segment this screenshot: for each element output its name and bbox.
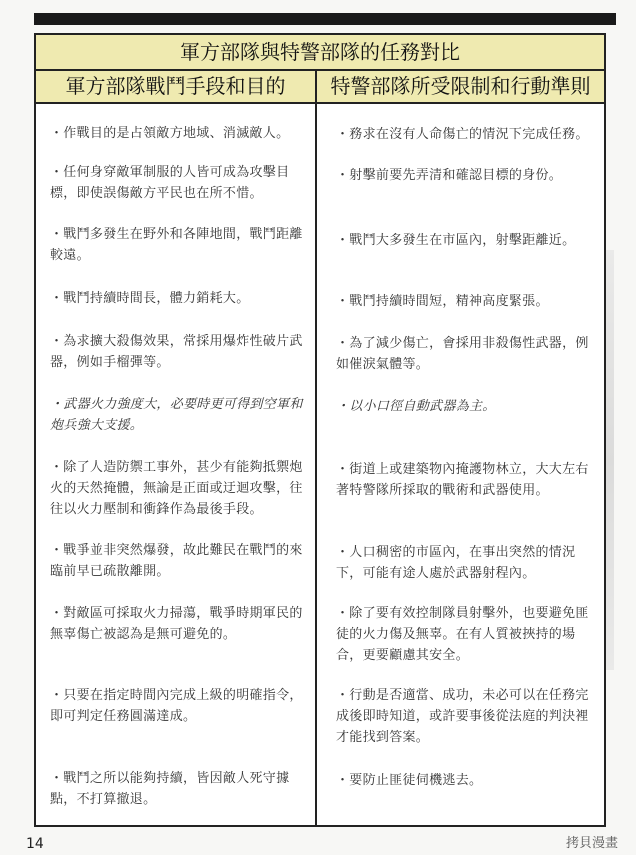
left-cell-11: ・戰鬥之所以能夠持續，皆因敵人死守據點，不打算撤退。 — [50, 771, 290, 807]
top-rule — [34, 13, 616, 25]
right-cell-6: ・以小口徑自動武器為主。 — [336, 399, 496, 414]
left-cell-3: ・戰鬥多發生在野外和各陣地間，戰鬥距離較遠。 — [50, 227, 303, 263]
right-cell-5: ・為了減少傷亡，會採用非殺傷性武器，例如催淚氣體等。 — [336, 336, 589, 372]
header-row — [36, 71, 604, 104]
right-cell-9: ・除了要有效控制隊員射擊外，也要避免匪徒的火力傷及無辜。在有人質被挾持的場合，更要顧慮其安全。 — [336, 606, 589, 663]
left-cell-10: ・只要在指定時間內完成上級的明確指令，即可判定任務圓滿達成。 — [50, 688, 303, 724]
left-cell-1: ・作戰目的是占領敵方地域、消滅敵人。 — [50, 126, 290, 141]
right-cell-10: ・行動是否適當、成功，未必可以在任務完成後即時知道，或許要事後從法庭的判決裡才能找到答案。 — [336, 688, 589, 745]
left-cell-5: ・為求擴大殺傷效果，常採用爆炸性破片武器，例如手榴彈等。 — [50, 334, 303, 370]
left-cell-2: ・任何身穿敵軍制服的人皆可成為攻擊目標，即使誤傷敵方平民也在所不惜。 — [50, 165, 290, 201]
header-right: 特警部隊所受限制和行動準則 — [330, 74, 591, 98]
watermark-text: 拷貝漫畫 — [566, 836, 619, 851]
left-cell-7: ・除了人造防禦工事外，甚少有能夠抵禦炮火的天然掩體，無論是正面或迂迴攻擊，往往以火力壓制和衝鋒作為最後手段。 — [50, 460, 303, 517]
right-cell-2: ・射擊前要先弄清和確認目標的身份。 — [336, 168, 563, 183]
table-title: 軍方部隊與特警部隊的任務對比 — [36, 35, 604, 71]
left-cell-4: ・戰鬥持續時間長，體力銷耗大。 — [50, 291, 250, 306]
right-cell-3: ・戰鬥大多發生在市區內，射擊距離近。 — [336, 233, 576, 248]
header-left: 軍方部隊戰鬥手段和目的 — [65, 74, 286, 98]
page-spine-shadow — [606, 250, 614, 670]
comparison-table — [34, 33, 606, 827]
right-cell-1: ・務求在沒有人命傷亡的情況下完成任務。 — [336, 127, 589, 142]
left-cell-6: ・武器火力強度大，必要時更可得到空軍和炮兵強大支援。 — [50, 397, 303, 433]
right-cell-7: ・街道上或建築物內掩護物林立，大大左右著特警隊所採取的戰術和武器使用。 — [336, 462, 589, 498]
column-divider — [315, 71, 317, 825]
left-cell-9: ・對敵區可採取火力掃蕩，戰爭時期軍民的無辜傷亡被認為是無可避免的。 — [50, 606, 303, 642]
right-cell-11: ・要防止匪徒伺機逃去。 — [336, 773, 483, 788]
right-cell-4: ・戰鬥持續時間短，精神高度緊張。 — [336, 294, 549, 309]
right-cell-8: ・人口稠密的市區內，在事出突然的情況下，可能有途人處於武器射程內。 — [336, 545, 576, 581]
page-number: 14 — [26, 836, 44, 852]
left-cell-8: ・戰爭並非突然爆發，故此難民在戰鬥的來臨前早已疏散離開。 — [50, 543, 303, 579]
